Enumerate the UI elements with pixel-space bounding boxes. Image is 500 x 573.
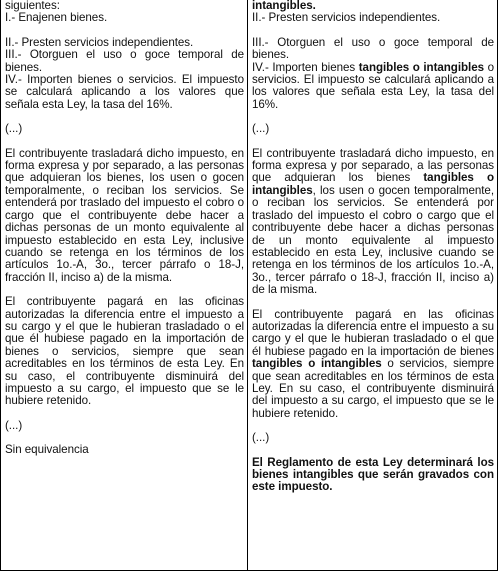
- right-pago-bold: tangibles o intangibles: [252, 357, 382, 371]
- right-paragraph-intro: intangibles.: [252, 0, 316, 12]
- left-fraction-iii: III.- Otorguen el uso o goce temporal de bienes.: [5, 48, 244, 74]
- right-pago-text-a: El contribuyente pagará en las oficinas autorizadas la diferencia entre el impuesto a su cargo y el que le hubieran trasladado o el que él hubiese pagado en la importación de bienes: [252, 307, 494, 358]
- left-column-current-text: [1, 0, 248, 570]
- right-ellipsis-1: (...): [252, 122, 270, 136]
- left-fraction-ii: II.- Presten servicios independientes.: [5, 35, 194, 49]
- left-ellipsis-1: (...): [5, 122, 23, 136]
- left-no-equivalence: Sin equivalencia: [5, 443, 89, 457]
- right-ellipsis-2: (...): [252, 431, 270, 445]
- right-fraction-iv-text-c: o servicios. El impuesto se calculará aplicando a los valores que señala esta Ley, la tasa del 16%.: [252, 60, 494, 111]
- right-column-proposed-text: [248, 0, 497, 570]
- right-paragraph-traslado: [252, 148, 494, 297]
- left-paragraph-traslado: El contribuyente trasladará dicho impuesto, en forma expresa y por separado, a las personas que adquieran los bienes, los usen o gocen temporalmente, o reciban los servicios. Se entenderá por traslado del impuesto el cobro o cargo que el contribuyente debe hacer a dichas personas de un monto equivalente al impuesto establecido en esta Ley, inclusive cuando se retenga en los términos de los artículos 1o.-A, 3o., tercer párrafo o 18-J, fracción II, inciso a) de la misma.: [5, 146, 244, 284]
- left-ellipsis-2: (...): [5, 418, 23, 432]
- right-traslado-text-c: , los usen o gocen temporalmente, o reciban los servicios. Se entenderá por traslado del impuesto el cobro o cargo que el contribuyente debe hacer a dichas personas de un monto equivalente al impuesto establecido en esta Ley, inclusive cuando se retenga en los términos de los artículos 1o.-A, 3o., tercer párrafo o 18-J, fracción II, inciso a) de la misma.: [252, 183, 494, 297]
- left-fraction-iv: IV.- Importen bienes o servicios. El impuesto se calculará aplicando a los valores que señala esta Ley, la tasa del 16%.: [5, 73, 244, 111]
- right-traslado-bold: tangibles o intangibles: [252, 171, 494, 197]
- left-fraction-i: I.- Enajenen bienes.: [5, 11, 108, 25]
- right-fraction-iv-text-a: IV.- Importen bienes: [252, 60, 359, 74]
- left-paragraph-pago: El contribuyente pagará en las oficinas autorizadas la diferencia entre el impuesto a su cargo y el que le hubieran trasladado o el que él hubiese pagado en la importación de bienes o servicios, siempre que sean acreditables en los términos de esta Ley. En su caso, el contribuyente disminuirá del impuesto a su cargo, el impuesto que se le hubiere retenido.: [5, 295, 244, 408]
- right-fraction-iii: III.- Otorguen el uso o goce temporal de bienes.: [252, 35, 494, 62]
- right-fraction-ii: II.- Presten servicios independientes.: [252, 11, 441, 25]
- right-paragraph-pago: [252, 309, 494, 421]
- right-fraction-iv-bold: tangibles o intangibles: [358, 60, 485, 74]
- left-paragraph-intro: siguientes:: [5, 0, 60, 12]
- right-traslado-text-a: El contribuyente trasladará dicho impuesto, en forma expresa y por separado, a las personas que adquieran los bienes: [252, 146, 494, 185]
- right-paragraph-reglamento: El Reglamento de esta Ley determinará los bienes intangibles que serán gravados con este impuesto.: [252, 455, 494, 494]
- right-pago-text-c: o servicios, siempre que sean acreditables en los términos de esta Ley. En su caso, el contribuyente disminuirá del impuesto a su cargo, el impuesto que se le hubiere retenido.: [252, 357, 494, 420]
- right-fraction-iv: [252, 62, 494, 112]
